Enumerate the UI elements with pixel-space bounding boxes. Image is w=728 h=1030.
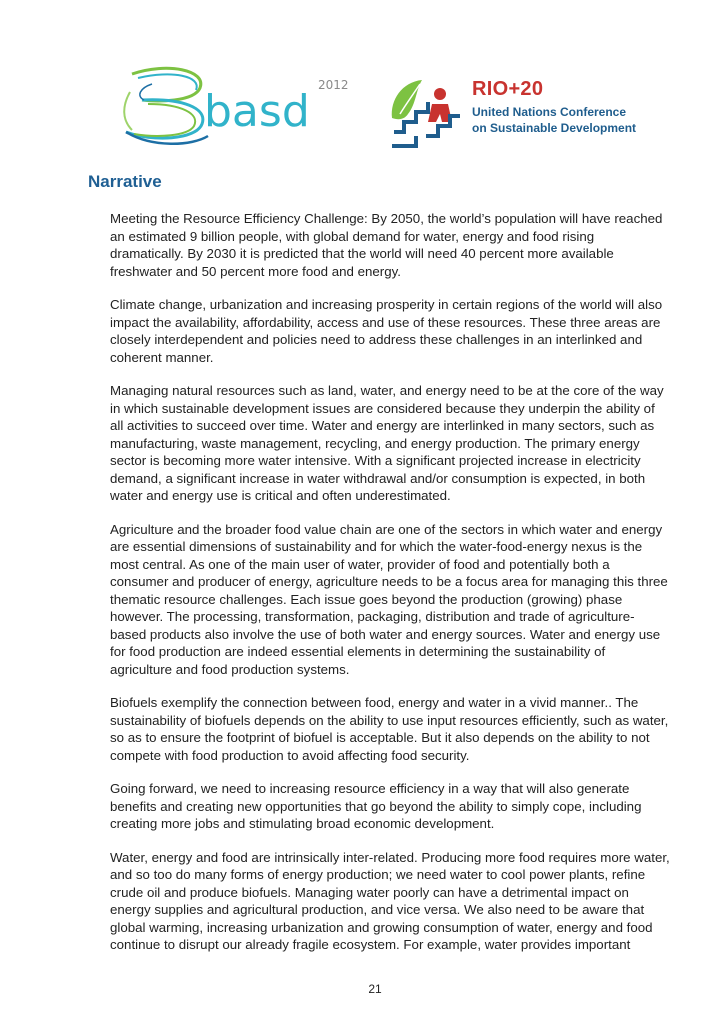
basd-logo xyxy=(112,62,372,157)
narrative-body xyxy=(110,210,670,970)
basd-year: 2012 xyxy=(318,78,349,92)
basd-wordmark: basd xyxy=(204,86,310,137)
paragraph: Climate change, urbanization and increasing prosperity in certain regions of the world will also impact the availability, affordability, access and use of these resources. These three areas are closely interdependent and policies need to address these challenges in an interlinked and coherent manner. xyxy=(110,297,663,365)
section-heading: Narrative xyxy=(88,172,162,191)
rio20-logo xyxy=(386,74,656,154)
paragraph: Agriculture and the broader food value chain are one of the sectors in which water and energy are essential dimensions of sustainability and for which the water-food-energy nexus is the most central. As one of the main user of water, provider of food and potentially both a consumer and producer of energy, agriculture needs to be a focus area for managing this three thematic resource challenges. Each issue goes beyond the production (growing) phase however. The processing, transformation, packaging, distribution and trade of agriculture-based products also involve the use of both water and energy sources. Water and energy use for food production are indeed essential elements in determining the sustainability of agriculture and food production systems. xyxy=(110,521,668,677)
rio20-title: RIO+20 xyxy=(472,78,544,100)
paragraph: Meeting the Resource Efficiency Challenge: By 2050, the world’s population will have reached an estimated 9 billion people, with global demand for water, energy and food rising dramatically. By 2030 it is predicted that the world will need 40 percent more available freshwater and 50 percent more food and energy. xyxy=(110,211,663,279)
page-number: 21 xyxy=(368,982,382,996)
rio20-emblem-icon xyxy=(386,74,464,154)
page-header xyxy=(0,0,728,160)
paragraph: Water, energy and food are intrinsically inter-related. Producing more food requires more water, and so too do many forms of energy production; we need water to cool power plants, refine crude oil and produce biofuels. Managing water poorly can have a detrimental impact on energy supplies and agricultural production, and vice versa. We also need to be aware that global warming, increasing urbanization and growing consumption of water, energy and food continue to disrupt our already fragile ecosystem. For example, water provides important xyxy=(110,849,670,952)
paragraph: Biofuels exemplify the connection between food, energy and water in a vivid manner.. The sustainability of biofuels depends on the ability to use input resources efficiently, such as water, so as to ensure the footprint of biofuel is acceptable. But it also depends on the ability to not compete with food production to avoid affecting food security. xyxy=(110,695,669,763)
paragraph: Managing natural resources such as land, water, and energy need to be at the core of the way in which sustainable development issues are considered because they underpin the ability of all activities to succeed over time. Water and energy are interlinked in many sectors, such as manufacturing, waste management, recycling, and energy production. The primary energy sector is becoming more water intensive. With a significant projected increase in electricity demand, a significant increase in water withdrawal and/or consumption is expected, in both water and energy use is critical and often underestimated. xyxy=(110,383,664,503)
paragraph: Going forward, we need to increasing resource efficiency in a way that will also generate benefits and creating new opportunities that go beyond the ability to simply cope, including creating more jobs and stimulating broad economic development. xyxy=(110,781,642,831)
rio20-subtitle xyxy=(472,104,636,136)
rio20-subtitle-line-1: United Nations Conference xyxy=(472,105,627,119)
rio20-subtitle-line-2: on Sustainable Development xyxy=(472,121,637,135)
